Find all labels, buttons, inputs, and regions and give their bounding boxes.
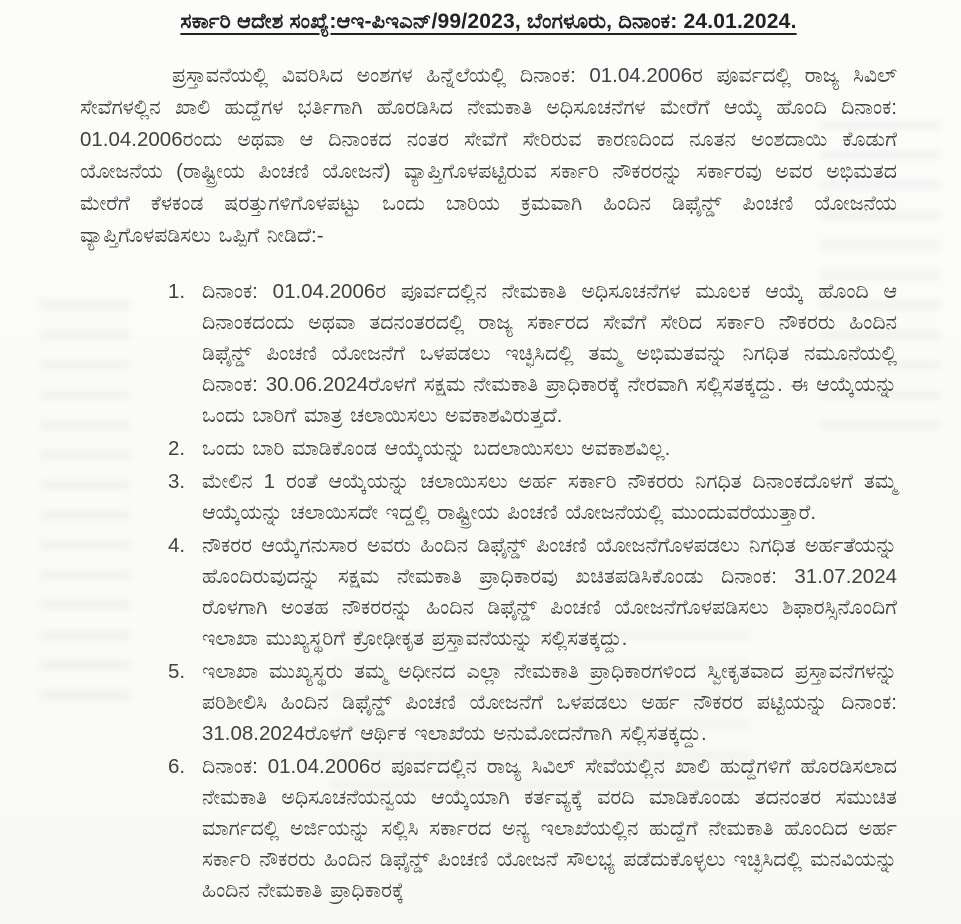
- condition-text: ಇಲಾಖಾ ಮುಖ್ಯಸ್ಥರು ತಮ್ಮ ಅಧೀನದ ಎಲ್ಲಾ ನೇಮಕಾತಿ ಪ್ರಾಧಿಕಾರಗಳಿಂದ ಸ್ವೀಕೃತವಾದ ಪ್ರಸ್ತಾವನೆಗಳನ್ನು ಪರಿಶೀಲಿಸಿ ಹಿಂದಿನ ಡಿಫೈನ್ಡ್ ಪಿಂಚಣಿ ಯೋಜನೆಗೆ ಒಳಪಡಲು ಅರ್ಹ ನೌಕರರ ಪಟ್ಟಿಯನ್ನು ದಿನಾಂಕ: 31.08.2024ರೊಳಗೆ ಆರ್ಥಿಕ ಇಲಾಖೆಯ ಅನುಮೋದನೆಗಾಗಿ ಸಲ್ಲಿಸತಕ್ಕದ್ದು.: [202, 660, 897, 745]
- condition-text: ನೌಕರರ ಆಯ್ಕೆಗನುಸಾರ ಅವರು ಹಿಂದಿನ ಡಿಫೈನ್ಡ್ ಪಿಂಚಣಿ ಯೋಜನೆಗೊಳಪಡಲು ನಿಗಧಿತ ಅರ್ಹತೆಯನ್ನು ಹೊಂದಿರುವುದನ್ನು ಸಕ್ಷಮ ನೇಮಕಾತಿ ಪ್ರಾಧಿಕಾರವು ಖಚಿತಪಡಿಸಿಕೊಂಡು ದಿನಾಂಕ: 31.07.2024 ರೊಳಗಾಗಿ ಅಂತಹ ನೌಕರರನ್ನು ಹಿಂದಿನ ಡಿಫೈನ್ಡ್ ಪಿಂಚಣಿ ಯೋಜನೆಗೊಳಪಡಿಸಲು ಶಿಫಾರಸ್ಸಿನೊಂದಿಗೆ ಇಲಾಖಾ ಮುಖ್ಯಸ್ಥರಿಗೆ ಕ್ರೋಢೀಕೃತ ಪ್ರಸ್ತಾವನೆಯನ್ನು ಸಲ್ಲಿಸತಕ್ಕದ್ದು.: [202, 534, 897, 650]
- condition-number: 6.: [168, 755, 186, 778]
- condition-text: ಒಂದು ಬಾರಿ ಮಾಡಿಕೊಂಡ ಆಯ್ಕೆಯನ್ನು ಬದಲಾಯಿಸಲು ಅವಕಾಶವಿಲ್ಲ.: [202, 437, 671, 460]
- conditions-list: [80, 276, 897, 906]
- condition-item-3: [168, 466, 897, 528]
- condition-number: 1.: [168, 280, 186, 303]
- condition-text: ದಿನಾಂಕ: 01.04.2006ರ ಪೂರ್ವದಲ್ಲಿನ ರಾಜ್ಯ ಸಿವಿಲ್ ಸೇವೆಯಲ್ಲಿನ ಖಾಲಿ ಹುದ್ದೆಗಳಿಗೆ ಹೊರಡಿಸಲಾದ ನೇಮಕಾತಿ ಅಧಿಸೂಚನೆಯನ್ವಯ ಆಯ್ಕೆಯಾಗಿ ಕರ್ತವ್ಯಕ್ಕೆ ವರದಿ ಮಾಡಿಕೊಂಡು ತದನಂತರ ಸಮುಚಿತ ಮಾರ್ಗದಲ್ಲಿ ಅರ್ಜಿಯನ್ನು ಸಲ್ಲಿಸಿ ಸರ್ಕಾರದ ಅನ್ಯ ಇಲಾಖೆಯಲ್ಲಿನ ಹುದ್ದೆಗೆ ನೇಮಕಾತಿ ಹೊಂದಿದ ಅರ್ಹ ಸರ್ಕಾರಿ ನೌಕರರು ಹಿಂದಿನ ಡಿಫೈನ್ಡ್ ಪಿಂಚಣಿ ಯೋಜನೆ ಸೌಲಭ್ಯ ಪಡೆದುಕೊಳ್ಳಲು ಇಚ್ಛಿಸಿದಲ್ಲಿ ಮನವಿಯನ್ನು ಹಿಂದಿನ ನೇಮಕಾತಿ ಪ್ರಾಧಿಕಾರಕ್ಕೆ: [202, 755, 897, 902]
- condition-number: 4.: [168, 534, 186, 557]
- condition-number: 5.: [168, 660, 186, 683]
- condition-item-1: [168, 276, 897, 431]
- condition-text: ಮೇಲಿನ 1 ರಂತೆ ಆಯ್ಕೆಯನ್ನು ಚಲಾಯಿಸಲು ಅರ್ಹ ಸರ್ಕಾರಿ ನೌಕರರು ನಿಗಧಿತ ದಿನಾಂಕದೊಳಗೆ ತಮ್ಮ ಆಯ್ಕೆಯನ್ನು ಚಲಾಯಿಸದೇ ಇದ್ದಲ್ಲಿ ರಾಷ್ಟ್ರೀಯ ಪಿಂಚಣಿ ಯೋಜನೆಯಲ್ಲಿ ಮುಂದುವರೆಯುತ್ತಾರೆ.: [202, 470, 897, 524]
- condition-item-4: [168, 530, 897, 654]
- condition-item-6: [168, 751, 897, 906]
- condition-item-5: [168, 656, 897, 749]
- condition-number: 3.: [168, 470, 186, 493]
- condition-text: ದಿನಾಂಕ: 01.04.2006ರ ಪೂರ್ವದಲ್ಲಿನ ನೇಮಕಾತಿ ಅಧಿಸೂಚನೆಗಳ ಮೂಲಕ ಆಯ್ಕೆ ಹೊಂದಿ ಆ ದಿನಾಂಕದಂದು ಅಥವಾ ತದನಂತರದಲ್ಲಿ ರಾಜ್ಯ ಸರ್ಕಾರದ ಸೇವೆಗೆ ಸೇರಿದ ಸರ್ಕಾರಿ ನೌಕರರು ಹಿಂದಿನ ಡಿಫೈನ್ಡ್ ಪಿಂಚಣಿ ಯೋಜನೆಗೆ ಒಳಪಡಲು ಇಚ್ಛಿಸಿದಲ್ಲಿ ತಮ್ಮ ಅಭಿಮತವನ್ನು ನಿಗಧಿತ ನಮೂನೆಯಲ್ಲಿ ದಿನಾಂಕ: 30.06.2024ರೊಳಗೆ ಸಕ್ಷಮ ನೇಮಕಾತಿ ಪ್ರಾಧಿಕಾರಕ್ಕೆ ನೇರವಾಗಿ ಸಲ್ಲಿಸತಕ್ಕದ್ದು. ಈ ಆಯ್ಕೆಯನ್ನು ಒಂದು ಬಾರಿಗೆ ಮಾತ್ರ ಚಲಾಯಿಸಲು ಅವಕಾಶವಿರುತ್ತದೆ.: [202, 280, 897, 427]
- order-title: ಸರ್ಕಾರಿ ಆದೇಶ ಸಂಖ್ಯೆ:ಆಇ-ಪಿಇಎನ್/99/2023, ಬೆಂಗಳೂರು, ದಿನಾಂಕ: 24.01.2024.: [180, 10, 797, 33]
- intro-paragraph: ಪ್ರಸ್ತಾವನೆಯಲ್ಲಿ ವಿವರಿಸಿದ ಅಂಶಗಳ ಹಿನ್ನೆಲೆಯಲ್ಲಿ ದಿನಾಂಕ: 01.04.2006ರ ಪೂರ್ವದಲ್ಲಿ ರಾಜ್ಯ ಸಿವಿಲ್ ಸೇವೆಗಳಲ್ಲಿನ ಖಾಲಿ ಹುದ್ದೆಗಳ ಭರ್ತಿಗಾಗಿ ಹೊರಡಿಸಿದ ನೇಮಕಾತಿ ಅಧಿಸೂಚನೆಗಳ ಮೇರೆಗೆ ಆಯ್ಕೆ ಹೊಂದಿ ದಿನಾಂಕ: 01.04.2006ರಂದು ಅಥವಾ ಆ ದಿನಾಂಕದ ನಂತರ ಸೇವೆಗೆ ಸೇರಿರುವ ಕಾರಣದಿಂದ ನೂತನ ಅಂಶದಾಯಿ ಕೊಡುಗೆ ಯೋಜನೆಯ (ರಾಷ್ಟ್ರೀಯ ಪಿಂಚಣಿ ಯೋಜನೆ) ವ್ಯಾಪ್ತಿಗೊಳಪಟ್ಟಿರುವ ಸರ್ಕಾರಿ ನೌಕರರನ್ನು ಸರ್ಕಾರವು ಅವರ ಅಭಿಮತದ ಮೇರೆಗೆ ಕೆಳಕಂಡ ಷರತ್ತುಗಳಿಗೊಳಪಟ್ಟು ಒಂದು ಬಾರಿಯ ಕ್ರಮವಾಗಿ ಹಿಂದಿನ ಡಿಫೈನ್ಡ್ ಪಿಂಚಣಿ ಯೋಜನೆಯ ವ್ಯಾಪ್ತಿಗೊಳಪಡಿಸಲು ಒಪ್ಪಿಗೆ ನೀಡಿದೆ:-: [80, 64, 897, 247]
- condition-number: 2.: [168, 437, 186, 460]
- condition-item-2: [168, 433, 897, 464]
